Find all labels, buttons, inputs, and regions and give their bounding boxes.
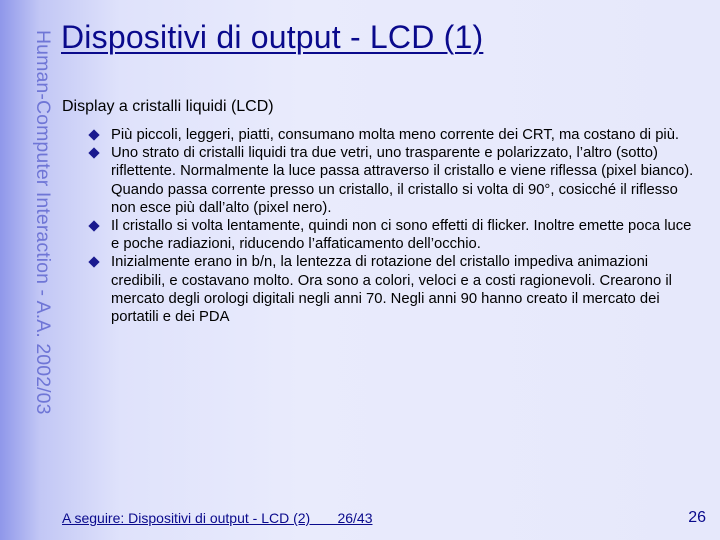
next-slide-link[interactable]: A seguire: Dispositivi di output - LCD (2) 26/43 [62,510,373,526]
bullet-item [88,253,698,326]
bullet-item [88,144,698,217]
diamond-bullet-icon [88,257,99,268]
bullet-text: Più piccoli, leggeri, piatti, consumano molta meno corrente dei CRT, ma costano di più. [111,127,680,143]
slide-title: Dispositivi di output - LCD (1) [61,19,484,55]
bullet-list [88,126,698,326]
bullet-item [88,217,698,253]
diamond-bullet-icon [88,129,99,140]
bullet-item [88,126,698,144]
bullet-text: Uno strato di cristalli liquidi tra due vetri, uno trasparente e polarizzato, l’altro (sotto) riflettente. Normalmente la luce passa attraverso il cristallo e viene riflessa (pixel bianco). Quando passa corrente presso un cristallo, il cristallo si volta di 90°, cosicché il riflesso non esce più dall’alto (pixel nero). [111,145,694,216]
diamond-bullet-icon [88,148,99,159]
bullet-text: Inizialmente erano in b/n, la lentezza di rotazione del cristallo impediva animazioni credibili, e costavano molto. Ora sono a colori, veloci e a costi ragionevoli. Crearono il mercato degli orologi digitali negli anni 70. Negli anni 90 hanno creato il mercato dei portatili e dei PDA [111,254,672,326]
side-course-label: Human-Computer Interaction - A.A. 2002/03 [32,30,54,415]
diamond-bullet-icon [88,220,99,231]
section-heading: Display a cristalli liquidi (LCD) [62,98,274,115]
bullet-text: Il cristallo si volta lentamente, quindi non ci sono effetti di flicker. Inoltre emette poca luce e poche radiazioni, riducendo l’affaticamento dell’occhio. [111,218,692,253]
page-number: 26 [688,509,706,526]
